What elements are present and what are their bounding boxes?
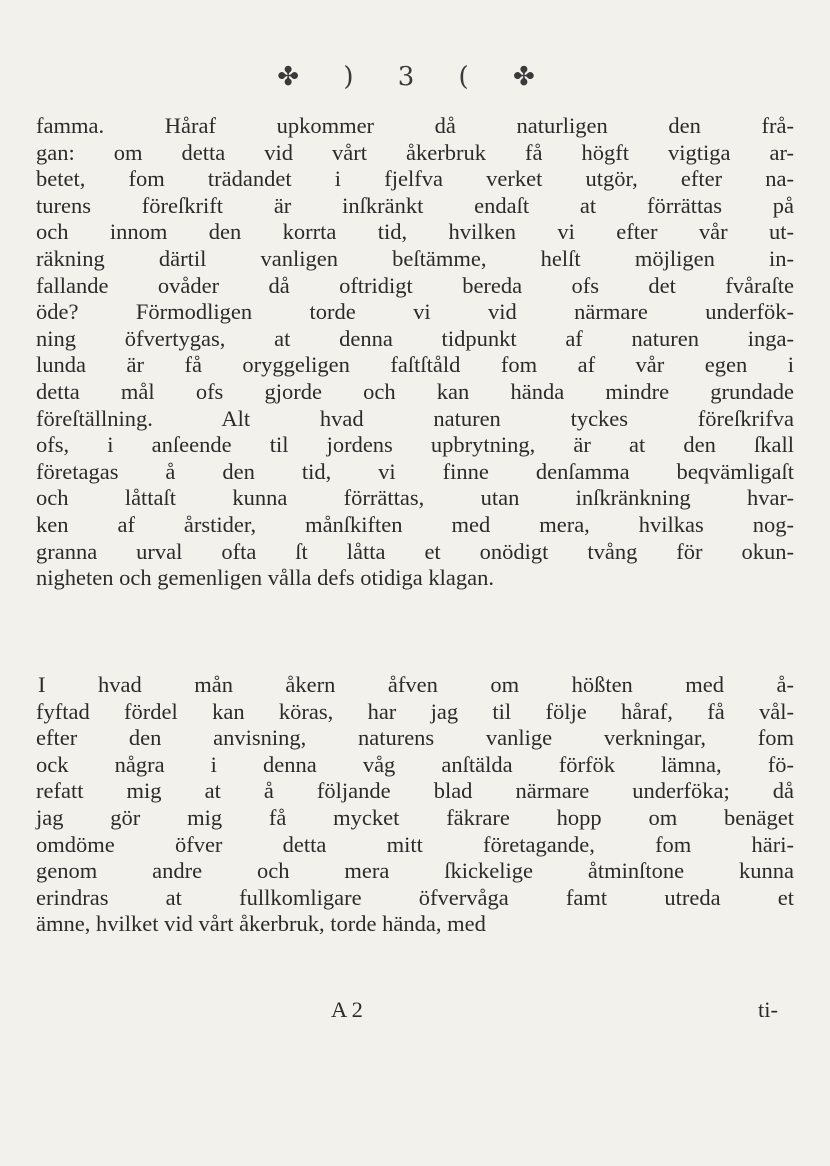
text-line: föreſtällning. Alt hvad naturen tyckes föreſkrifva xyxy=(36,405,794,431)
text-line: I hvad mån åkern åfven om hößten med å- xyxy=(38,672,794,697)
signature-mark: A 2 xyxy=(331,997,363,1022)
text-line: gan: om detta vid vårt åkerbruk få högft vigtiga ar- xyxy=(36,139,794,165)
text-line: och innom den korrta tid, hvilken vi efter vår ut- xyxy=(36,219,794,245)
text-line: räkning därtil vanligen beſtämme, helſt möjligen in- xyxy=(36,245,794,271)
paragraph-1 xyxy=(36,113,794,592)
text-line: nigheten och gemenligen vålla defs otidiga klagan. xyxy=(36,565,494,591)
text-line: lunda är få oryggeligen faſtſtåld fom af vår egen i xyxy=(36,352,794,378)
paragraph-2 xyxy=(36,672,794,938)
text-line: ken af årstider, månſkiften med mera, hvilkas nog- xyxy=(36,511,794,537)
text-line: betet, fom trädandet i fjelfva verket utgör, efter na- xyxy=(36,166,794,192)
text-line: famma. Håraf upkommer då naturligen den frå- xyxy=(36,113,794,138)
text-line: ock några i denna våg anſtälda förfök lämna, fö- xyxy=(36,751,794,777)
page-footer xyxy=(36,997,794,1027)
text-line: fallande ovåder då oftridigt bereda ofs det fvåraſte xyxy=(36,272,794,298)
page-number-header: ✤ ) 3 ( ✤ xyxy=(277,62,553,92)
text-line: företagas å den tid, vi finne denſamma beqvämligaſt xyxy=(36,458,794,484)
text-line: granna urval ofta ſt låtta et onödigt tvång för okun- xyxy=(36,538,794,564)
text-line: erindras at fullkomligare öfvervåga famt utreda et xyxy=(36,884,794,910)
text-line: turens föreſkrift är inſkränkt endaſt at förrättas på xyxy=(36,192,794,218)
text-line: fyftad fördel kan köras, har jag til följe håraf, få vål- xyxy=(36,698,794,724)
text-line: genom andre och mera ſkickelige åtminſtone kunna xyxy=(36,858,794,884)
text-line: ofs, i anſeende til jordens upbrytning, är at den ſkall xyxy=(36,432,794,458)
text-line: ning öfvertygas, at denna tidpunkt af naturen inga- xyxy=(36,325,794,351)
text-line: ämne, hvilket vid vårt åkerbruk, torde hända, med xyxy=(36,911,486,937)
text-line: efter den anvisning, naturens vanlige verkningar, fom xyxy=(36,725,794,751)
text-line: och låttaſt kunna förrättas, utan inſkränkning hvar- xyxy=(36,485,794,511)
text-line: detta mål ofs gjorde och kan hända mindre grundade xyxy=(36,378,794,404)
text-line: jag gör mig få mycket fäkrare hopp om benäget xyxy=(36,804,794,830)
text-line: refatt mig at å följande blad närmare underföka; då xyxy=(36,778,794,804)
text-line: öde? Förmodligen torde vi vid närmare underfök- xyxy=(36,299,794,325)
text-line: omdöme öfver detta mitt företagande, fom häri- xyxy=(36,831,794,857)
catchword: ti- xyxy=(758,997,778,1022)
